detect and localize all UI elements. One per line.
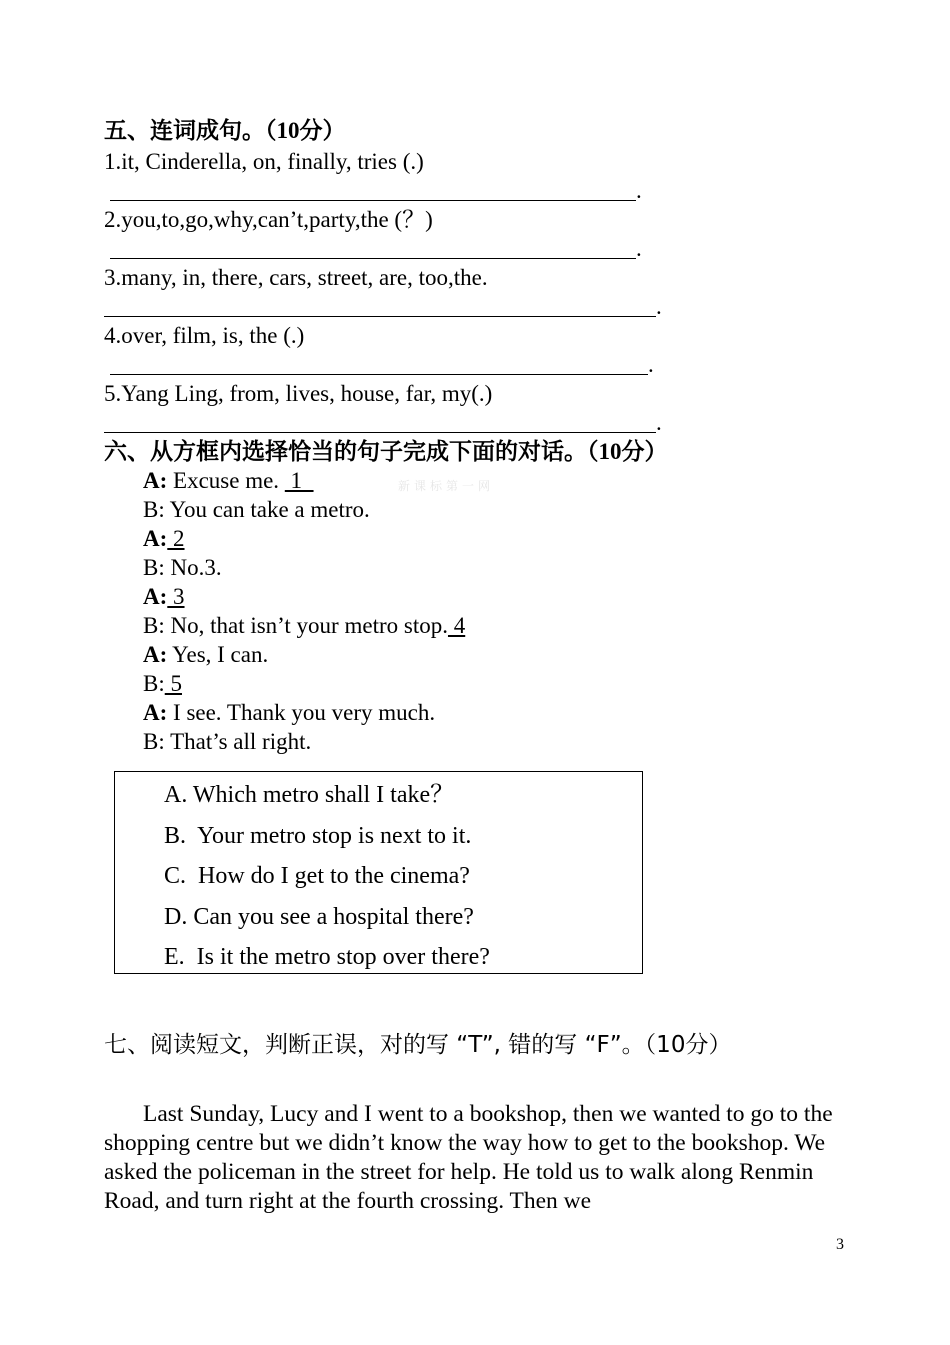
watermark: 新课标第一网 xyxy=(398,479,495,493)
speaker-label: B: xyxy=(143,729,165,754)
dialogue-blank-2[interactable]: 2 xyxy=(167,526,185,551)
speaker-label: B: xyxy=(143,613,165,638)
answer-period-1: . xyxy=(636,178,642,203)
sentence-item-5: 5.Yang Ling, from, lives, house, far, my(.) xyxy=(104,381,493,406)
speaker-label: B: xyxy=(143,671,165,696)
section-6-heading: 六、从方框内选择恰当的句子完成下面的对话。（10分） xyxy=(104,439,668,464)
dialogue-text: Excuse me. xyxy=(167,468,285,493)
dialogue-line-1 xyxy=(143,466,314,495)
reading-passage xyxy=(104,1100,849,1216)
speaker-label: A: xyxy=(143,584,168,609)
answer-line-5[interactable] xyxy=(104,432,656,433)
passage-paragraph: Last Sunday, Lucy and I went to a bookshop, then we wanted to go to the shopping centre but we didn’t know the way how to get to the bookshop. We asked the policeman in the street for help. He told us to walk along Renmin Road, and turn right at the fourth crossing. Then we xyxy=(104,1101,833,1214)
dialogue-line-10 xyxy=(143,727,311,756)
dialogue-text: You can take a metro. xyxy=(164,497,370,522)
speaker-label: B: xyxy=(143,497,165,522)
dialogue-line-4 xyxy=(143,553,222,582)
dialogue-text: No, that isn’t your metro stop. xyxy=(164,613,448,638)
dialogue-blank-4[interactable]: 4 xyxy=(447,613,466,638)
section-7-heading: 七、阅读短文，判断正误，对的写 “T”, 错的写 “F”。（10分） xyxy=(104,1032,732,1058)
option-c: C. How do I get to the cinema? xyxy=(164,863,470,889)
dialogue-text: That’s all right. xyxy=(164,729,312,754)
answer-period-4: . xyxy=(648,352,654,377)
answer-line-2[interactable] xyxy=(110,258,636,259)
dialogue-text: Yes, I can. xyxy=(167,642,269,667)
option-e: E. Is it the metro stop over there? xyxy=(164,944,490,970)
answer-period-2: . xyxy=(636,236,642,261)
sentence-item-2: 2.you,to,go,why,can’t,party,the (？) xyxy=(104,207,433,232)
dialogue-line-7 xyxy=(143,640,268,669)
dialogue-blank-1[interactable]: 1 xyxy=(284,468,314,493)
sentence-item-3: 3.many, in, there, cars, street, are, too,the. xyxy=(104,265,488,290)
option-a: A. Which metro shall I take？ xyxy=(164,782,455,808)
page-number: 3 xyxy=(836,1236,844,1253)
dialogue-text: No.3. xyxy=(164,555,222,580)
dialogue-line-2 xyxy=(143,495,370,524)
sentence-item-4: 4.over, film, is, the (.) xyxy=(104,323,305,348)
option-d: D. Can you see a hospital there? xyxy=(164,904,474,930)
answer-period-3: . xyxy=(656,294,662,319)
speaker-label: A: xyxy=(143,700,168,725)
speaker-label: A: xyxy=(143,526,168,551)
answer-line-3[interactable] xyxy=(104,316,656,317)
dialogue-line-3 xyxy=(143,524,185,553)
dialogue-blank-5[interactable]: 5 xyxy=(164,671,182,696)
dialogue-line-9 xyxy=(143,698,435,727)
option-b: B. Your metro stop is next to it. xyxy=(164,823,472,849)
sentence-item-1: 1.it, Cinderella, on, finally, tries (.) xyxy=(104,149,424,174)
dialogue-line-5 xyxy=(143,582,185,611)
answer-period-5: . xyxy=(656,410,662,435)
answer-line-4[interactable] xyxy=(110,374,648,375)
speaker-label: A: xyxy=(143,468,168,493)
dialogue-text: I see. Thank you very much. xyxy=(167,700,436,725)
speaker-label: B: xyxy=(143,555,165,580)
dialogue-blank-3[interactable]: 3 xyxy=(167,584,185,609)
dialogue-line-6 xyxy=(143,611,465,640)
answer-line-1[interactable] xyxy=(110,200,636,201)
section-5-heading: 五、连词成句。（10分） xyxy=(104,118,346,143)
speaker-label: A: xyxy=(143,642,168,667)
dialogue-line-8 xyxy=(143,669,182,698)
